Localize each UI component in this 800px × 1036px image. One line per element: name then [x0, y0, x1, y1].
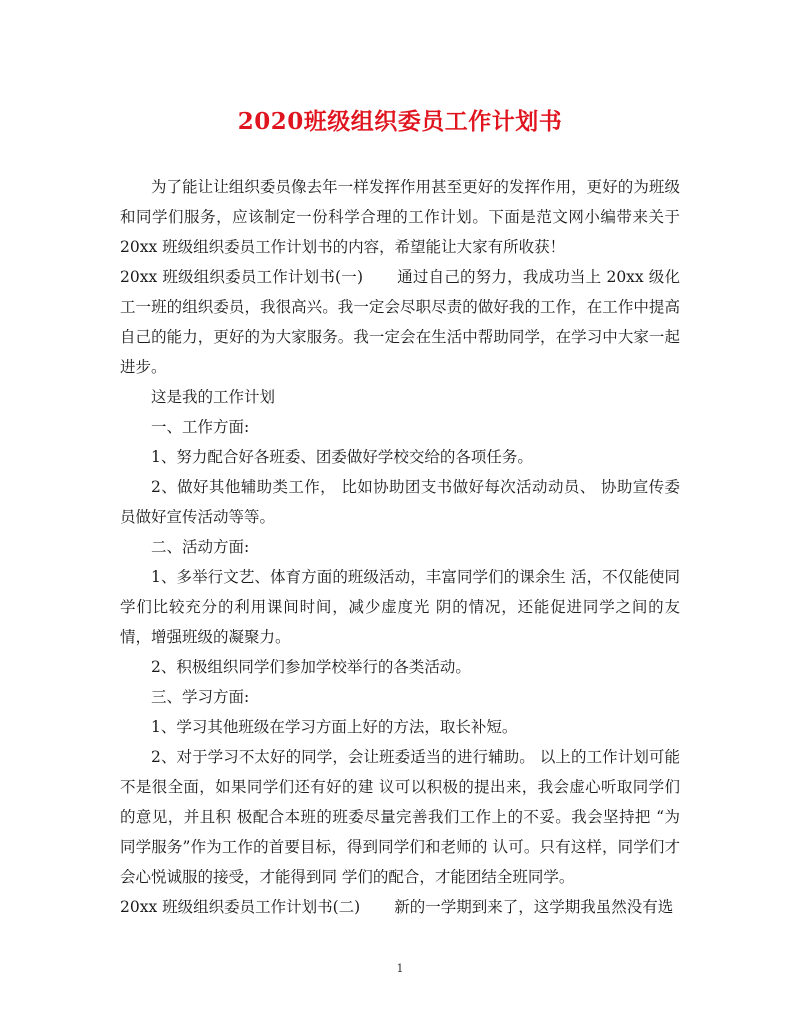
work-heading: 一、工作方面: — [151, 418, 250, 436]
document-title: 2020班级组织委员工作计划书 — [237, 108, 563, 135]
section2-heading: 20xx 班级组织委员工作计划书(二) — [120, 898, 361, 916]
study-heading: 三、学习方面: — [151, 688, 250, 706]
work-item-2: 2、做好其他辅助类工作， 比如协助团支书做好每次活动动员、 协助宣传委员做好宣传活动等等。 — [120, 478, 680, 526]
study-item-2: 2、对于学习不太好的同学，会让班委适当的进行辅助。 以上的工作计划可能不是很全面，如果同学们还有好的建 议可以积极的提出来，我会虚心听取同学们的意见，并且积 极配合本班的班委尽量完善我们工作上的不妥。我会坚持把 “为同学服务”作为工作的首要目标，得到同学们和老师的 认可。只有这样，同学们才会心悦诚服的接受，才能得到同 学们的配合，才能团结全班同学。 — [120, 748, 680, 886]
document-body — [120, 172, 680, 922]
section1-heading: 20xx 班级组织委员工作计划书(一) — [120, 268, 364, 286]
activity-heading: 二、活动方面: — [151, 538, 250, 556]
intro-paragraph: 为了能让让组织委员像去年一样发挥作用甚至更好的发挥作用，更好的为班级和同学们服务，应该制定一份科学合理的工作计划。下面是范文网小编带来关于 20xx 班级组织委员工作计划书的内容，希望能让大家有所收获！ — [120, 178, 680, 256]
section1-paragraph — [120, 262, 680, 382]
plan-label: 这是我的工作计划 — [151, 388, 276, 406]
section2-text: 新的一学期到来了，这学期我虽然没有选 — [394, 898, 674, 916]
activity-item-2: 2、积极组织同学们参加学校举行的各类活动。 — [151, 658, 471, 676]
activity-item-1: 1、多举行文艺、体育方面的班级活动，丰富同学们的课余生 活，不仅能使同学们比较充分的利用课间时间，减少虚度光 阴的情况，还能促进同学之间的友情，增强班级的凝聚力。 — [120, 568, 680, 646]
section1-text: 通过自己的努力，我成功当上 20xx 级化工一班的组织委员，我很高兴。我一定会尽职尽责的做好我的工作，在工作中提高自己的能力，更好的为大家服务。我一定会在生活中帮助同学，在学习中大家一起进步。 — [120, 268, 680, 376]
section2-paragraph — [120, 892, 680, 922]
study-item-1: 1、学习其他班级在学习方面上好的方法，取长补短。 — [151, 718, 518, 736]
work-item-1: 1、努力配合好各班委、团委做好学校交给的各项任务。 — [151, 448, 533, 466]
page-number: 1 — [396, 962, 404, 975]
